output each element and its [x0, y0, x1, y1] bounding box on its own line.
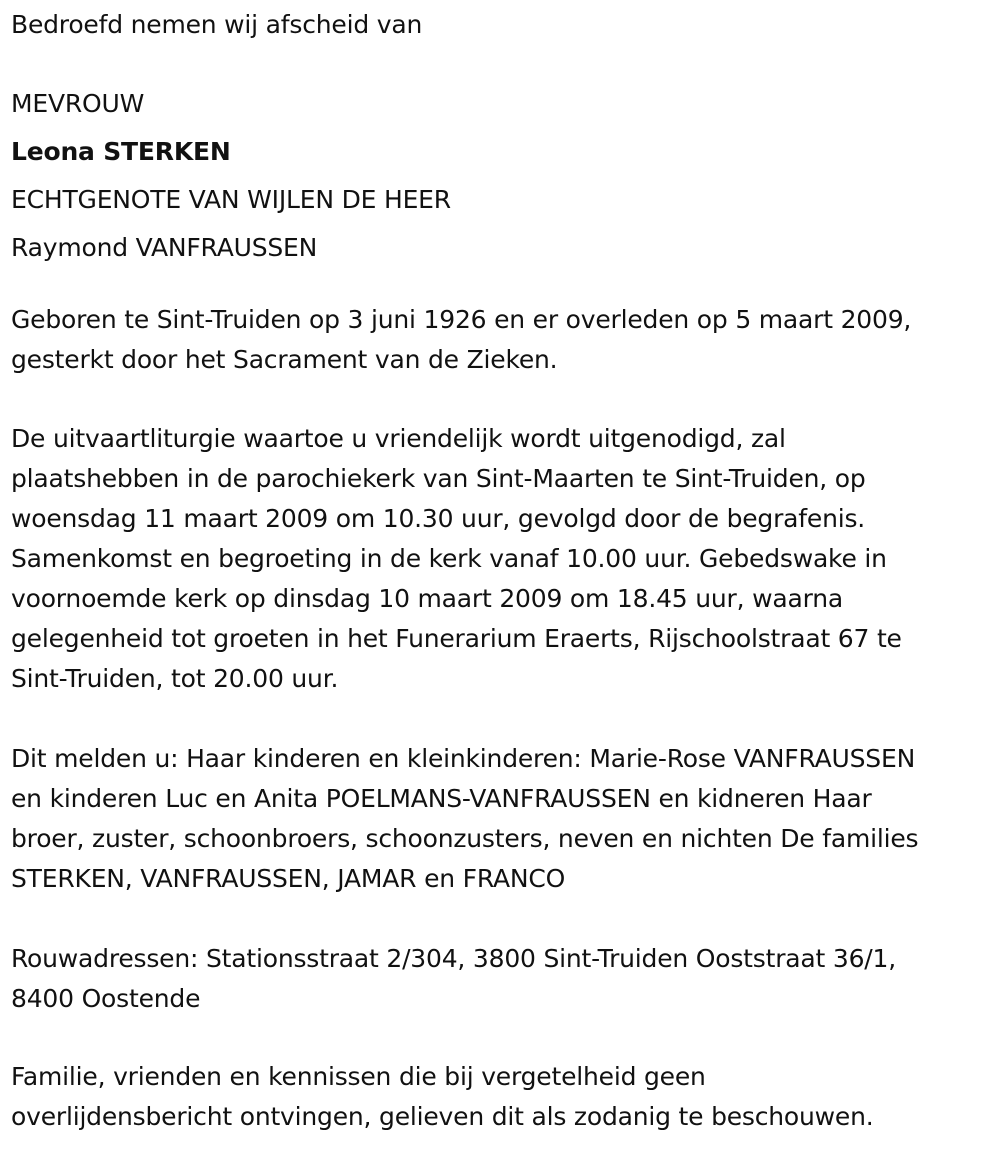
paragraph-line: overlijdensbericht ontvingen, gelieven dit als zodanig te beschouwen. — [11, 1102, 874, 1131]
paragraph-line: STERKEN, VANFRAUSSEN, JAMAR en FRANCO — [11, 864, 566, 893]
funeral-liturgy-paragraph — [11, 419, 996, 699]
paragraph-line: Dit melden u: Haar kinderen en kleinkinderen: Marie-Rose VANFRAUSSEN — [11, 744, 916, 773]
deceased-name: Leona STERKEN — [11, 137, 231, 166]
closing-paragraph — [11, 1057, 996, 1137]
paragraph-line: Geboren te Sint-Truiden op 3 juni 1926 en er overleden op 5 maart 2009, — [11, 305, 912, 334]
deceased-title: MEVROUW — [11, 89, 145, 118]
paragraph-line: voornoemde kerk op dinsdag 10 maart 2009 om 18.45 uur, waarna — [11, 584, 843, 613]
paragraph-line: De uitvaartliturgie waartoe u vriendelijk wordt uitgenodigd, zal — [11, 424, 786, 453]
condolence-addresses-paragraph — [11, 939, 996, 1019]
family-announcement-paragraph — [11, 739, 996, 899]
paragraph-line: gesterkt door het Sacrament van de Zieken. — [11, 345, 558, 374]
spouse-name: Raymond VANFRAUSSEN — [11, 233, 318, 262]
intro-text: Bedroefd nemen wij afscheid van — [11, 10, 423, 39]
paragraph-line: en kinderen Luc en Anita POELMANS-VANFRAUSSEN en kidneren Haar — [11, 784, 872, 813]
deceased-relation: ECHTGENOTE VAN WIJLEN DE HEER — [11, 185, 451, 214]
paragraph-line: gelegenheid tot groeten in het Funerarium Eraerts, Rijschoolstraat 67 te — [11, 624, 902, 653]
paragraph-line: Rouwadressen: Stationsstraat 2/304, 3800 Sint-Truiden Ooststraat 36/1, — [11, 944, 896, 973]
paragraph-line: broer, zuster, schoonbroers, schoonzusters, neven en nichten De families — [11, 824, 919, 853]
birth-death-paragraph — [11, 300, 996, 380]
paragraph-line: Familie, vrienden en kennissen die bij vergetelheid geen — [11, 1062, 706, 1091]
paragraph-line: Sint-Truiden, tot 20.00 uur. — [11, 664, 339, 693]
obituary-notice — [11, 0, 996, 1137]
deceased-block — [11, 80, 996, 272]
paragraph-line: woensdag 11 maart 2009 om 10.30 uur, gevolgd door de begrafenis. — [11, 504, 866, 533]
paragraph-line: Samenkomst en begroeting in de kerk vanaf 10.00 uur. Gebedswake in — [11, 544, 887, 573]
paragraph-line: 8400 Oostende — [11, 984, 201, 1013]
paragraph-line: plaatshebben in de parochiekerk van Sint-Maarten te Sint-Truiden, op — [11, 464, 866, 493]
